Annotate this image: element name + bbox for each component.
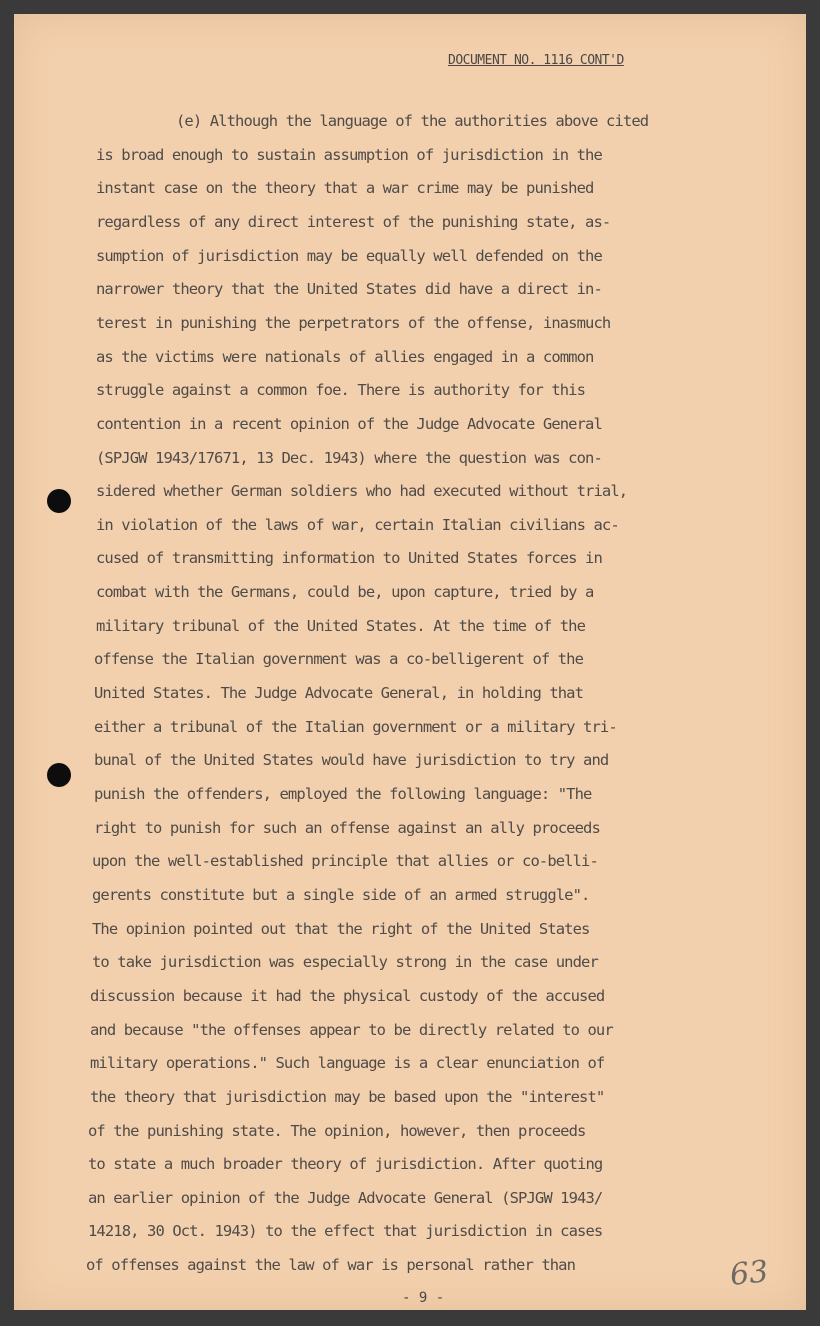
text-line: regardless of any direct interest of the punishing state, as- <box>96 213 611 231</box>
document-page <box>14 14 806 1310</box>
text-line: to take jurisdiction was especially strong in the case under <box>92 953 598 971</box>
text-line: the theory that jurisdiction may be based upon the "interest" <box>90 1088 605 1106</box>
text-line: as the victims were nationals of allies engaged in a common <box>96 348 594 366</box>
text-line: an earlier opinion of the Judge Advocate General (SPJGW 1943/ <box>88 1189 603 1207</box>
text-line: combat with the Germans, could be, upon capture, tried by a <box>96 583 594 601</box>
document-number-header: DOCUMENT NO. 1116 CONT'D <box>448 53 624 68</box>
text-line: discussion because it had the physical custody of the accused <box>90 987 605 1005</box>
handwritten-page-number: 63 <box>728 1254 770 1293</box>
binder-hole-lower <box>47 763 71 787</box>
text-line: The opinion pointed out that the right of the United States <box>92 920 590 938</box>
text-line: offense the Italian government was a co-belligerent of the <box>94 650 584 668</box>
text-line: instant case on the theory that a war crime may be punished <box>96 179 594 197</box>
text-line: upon the well-established principle that allies or co-belli- <box>92 852 598 870</box>
binder-hole-upper <box>47 489 71 513</box>
text-line: in violation of the laws of war, certain Italian civilians ac- <box>96 516 619 534</box>
text-line: 14218, 30 Oct. 1943) to the effect that jurisdiction in cases <box>88 1222 603 1240</box>
text-line: of the punishing state. The opinion, however, then proceeds <box>88 1122 586 1140</box>
text-line: right to punish for such an offense against an ally proceeds <box>94 819 600 837</box>
text-line: and because "the offenses appear to be directly related to our <box>90 1021 613 1039</box>
text-line: narrower theory that the United States did have a direct in- <box>96 280 602 298</box>
text-line: either a tribunal of the Italian government or a military tri- <box>94 718 617 736</box>
text-line: United States. The Judge Advocate General, in holding that <box>94 684 584 702</box>
text-line: cused of transmitting information to United States forces in <box>96 549 602 567</box>
text-line: punish the offenders, employed the following language: "The <box>94 785 592 803</box>
body-text <box>14 14 806 1310</box>
text-line: (SPJGW 1943/17671, 13 Dec. 1943) where the question was con- <box>96 449 602 467</box>
text-line: of offenses against the law of war is personal rather than <box>86 1256 576 1274</box>
text-line: bunal of the United States would have jurisdiction to try and <box>94 751 609 769</box>
text-line: is broad enough to sustain assumption of jurisdiction in the <box>96 146 602 164</box>
text-line: (e) Although the language of the authorities above cited <box>176 112 649 130</box>
page-number: - 9 - <box>402 1290 445 1306</box>
text-line: struggle against a common foe. There is authority for this <box>96 381 586 399</box>
text-line: terest in punishing the perpetrators of the offense, inasmuch <box>96 314 611 332</box>
text-line: sumption of jurisdiction may be equally well defended on the <box>96 247 602 265</box>
text-line: gerents constitute but a single side of an armed struggle". <box>92 886 590 904</box>
text-line: to state a much broader theory of jurisdiction. After quoting <box>88 1155 603 1173</box>
text-line: military operations." Such language is a clear enunciation of <box>90 1054 605 1072</box>
text-line: contention in a recent opinion of the Judge Advocate General <box>96 415 602 433</box>
text-line: military tribunal of the United States. At the time of the <box>96 617 586 635</box>
text-line: sidered whether German soldiers who had executed without trial, <box>96 482 628 500</box>
